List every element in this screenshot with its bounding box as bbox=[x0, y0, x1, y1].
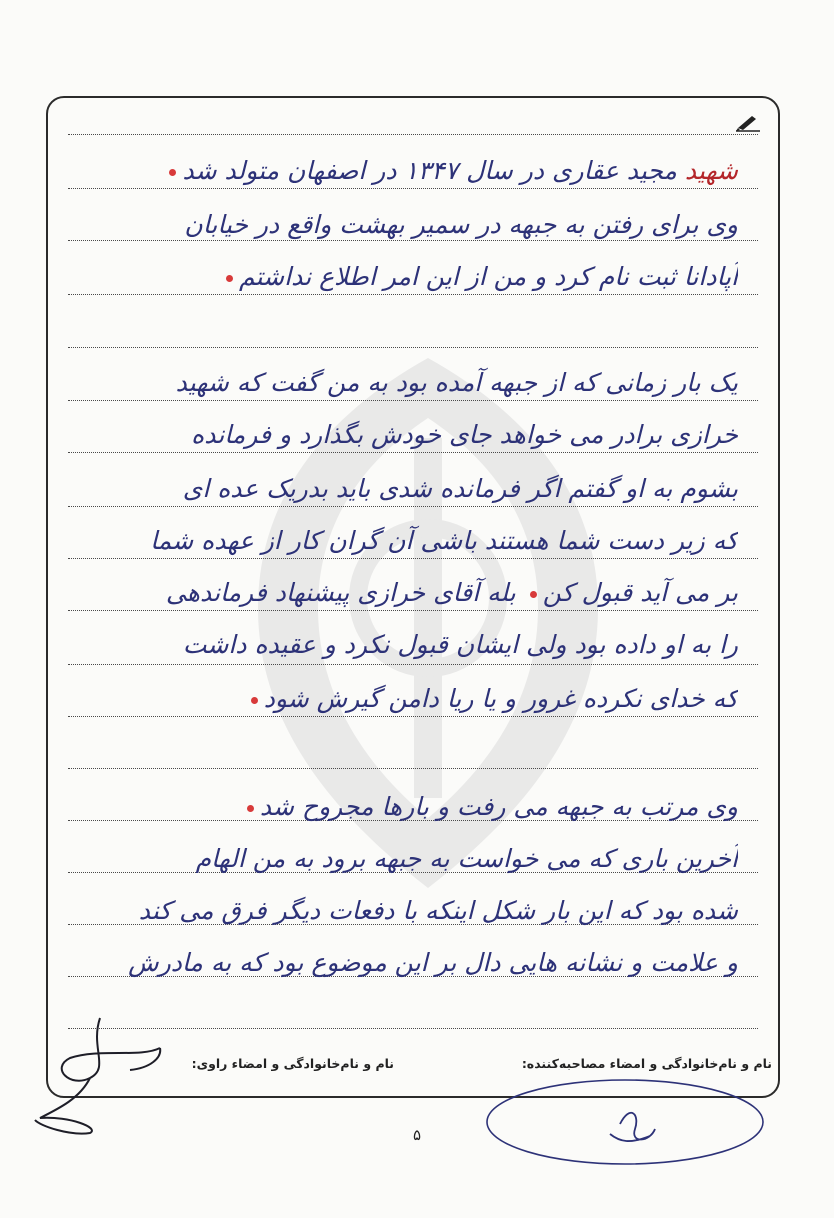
handwritten-line-5: یک بار زمانی که از جبهه آمده بود به من گفت که شهید bbox=[175, 368, 738, 397]
page-number: ۵ bbox=[412, 1126, 422, 1144]
dotted-rule bbox=[68, 768, 758, 769]
red-dot bbox=[247, 805, 254, 812]
dotted-rule bbox=[68, 188, 758, 189]
dotted-rule bbox=[68, 347, 758, 348]
red-dot bbox=[530, 591, 537, 598]
dotted-rule bbox=[68, 610, 758, 611]
interviewer-signature bbox=[480, 1074, 770, 1174]
dotted-rule bbox=[68, 1028, 758, 1029]
red-dot bbox=[226, 275, 233, 282]
narrator-signature-label: نام و نام‌خانوادگی و امضاء راوی: bbox=[191, 1056, 394, 1071]
dotted-rule bbox=[68, 716, 758, 717]
dotted-rule bbox=[68, 558, 758, 559]
handwritten-line-15: شده بود که این بار شکل اینکه با دفعات دیگر فرق می کند bbox=[138, 896, 738, 925]
form-frame bbox=[46, 96, 780, 1098]
dotted-rule bbox=[68, 506, 758, 507]
handwritten-line-13: وی مرتب به جبهه می رفت و بارها مجروح شد bbox=[78, 790, 738, 824]
handwritten-line-14: آخرین باری که می خواست به جبهه برود به من الهام bbox=[195, 844, 738, 873]
handwritten-line-9: بر می آید قبول کن بله آقای خرازی پیشنهاد فرماندهی bbox=[165, 578, 738, 607]
handwritten-line-1: شهید مجید عقاری در سال ۱۳۴۷ در اصفهان متولد شد bbox=[78, 154, 738, 188]
dotted-rule bbox=[68, 134, 758, 135]
dotted-rule bbox=[68, 452, 758, 453]
faint-stamp bbox=[150, 0, 330, 60]
red-dot bbox=[251, 697, 258, 704]
handwritten-line-10: را به او داده بود ولی ایشان قبول نکرد و عقیده داشت bbox=[182, 630, 738, 659]
handwritten-line-2: وی برای رفتن به جبهه در سمیر بهشت واقع در خیابان bbox=[184, 210, 738, 239]
red-dot bbox=[169, 169, 176, 176]
pen-writing-icon bbox=[734, 112, 762, 132]
interviewer-signature-label: نام و نام‌خانوادگی و امضاء مصاحبه‌کننده: bbox=[521, 1056, 772, 1071]
dotted-rule bbox=[68, 664, 758, 665]
handwritten-line-11: که خدای نکرده غرور و یا ریا دامن گیرش شود bbox=[78, 682, 738, 716]
dotted-rule bbox=[68, 400, 758, 401]
handwritten-line-7: بشوم به او گفتم اگر فرمانده شدی باید بدریک عده ای bbox=[182, 474, 738, 503]
handwritten-line-16: و علامت و نشانه هایی دال بر این موضوع بود که به مادرش bbox=[128, 948, 738, 977]
handwritten-line-8: که زیر دست شما هستند باشی آن گران کار از عهده شما bbox=[150, 526, 738, 555]
narrator-signature bbox=[30, 1008, 170, 1138]
handwritten-line-6: خرازی برادر می خواهد جای خودش بگذارد و فرمانده bbox=[191, 420, 738, 449]
dotted-rule bbox=[68, 294, 758, 295]
handwritten-line-3: آپادانا ثبت نام کرد و من از این امر اطلاع نداشتم bbox=[78, 260, 738, 294]
